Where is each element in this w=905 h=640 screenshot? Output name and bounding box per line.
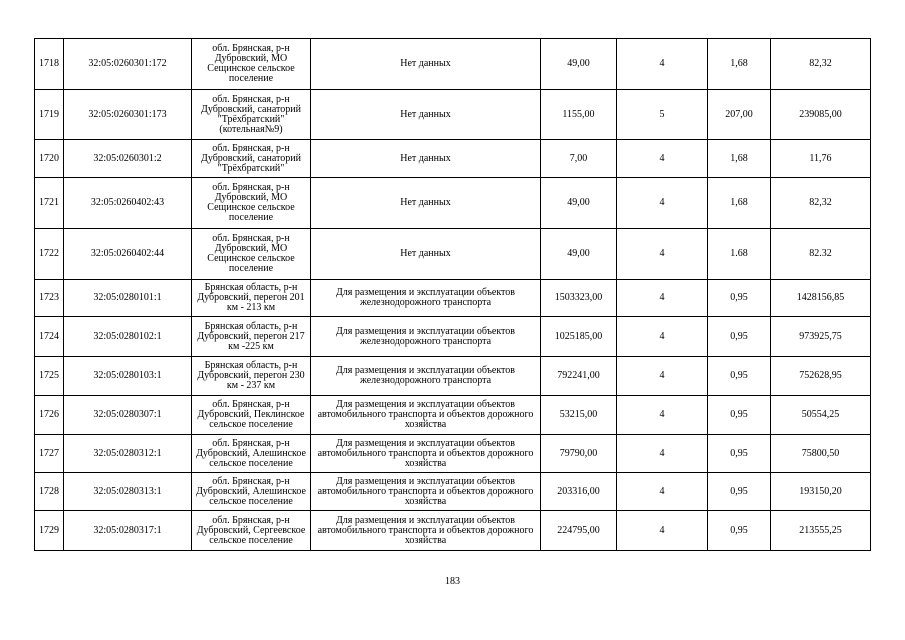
address-cell: обл. Брянская, р-н Дубровский, МО Сещинское сельское поселение <box>192 229 311 280</box>
area-cell: 792241,00 <box>541 357 617 396</box>
rate-cell: 1,68 <box>708 178 771 229</box>
permitted-use-cell: Для размещения и эксплуатации объектов автомобильного транспорта и объектов дорожного хозяйства <box>311 435 541 473</box>
group-cell: 4 <box>617 229 708 280</box>
cadastral-number-cell: 32:05:0260301:2 <box>64 140 192 178</box>
table-row <box>35 280 871 317</box>
row-number-cell: 1723 <box>35 280 64 317</box>
address-cell: Брянская область, р-н Дубровский, перегон 201 км - 213 км <box>192 280 311 317</box>
table-row <box>35 178 871 229</box>
cadastral-number-cell: 32:05:0280103:1 <box>64 357 192 396</box>
row-number-cell: 1725 <box>35 357 64 396</box>
permitted-use-cell: Для размещения и эксплуатации объектов железнодорожного транспорта <box>311 280 541 317</box>
address-cell: обл. Брянская, р-н Дубровский, Алешинское сельское поселение <box>192 435 311 473</box>
group-cell: 4 <box>617 39 708 90</box>
group-cell: 4 <box>617 317 708 357</box>
permitted-use-cell: Для размещения и эксплуатации объектов железнодорожного транспорта <box>311 317 541 357</box>
area-cell: 1155,00 <box>541 90 617 140</box>
table-row <box>35 140 871 178</box>
table-body <box>35 39 871 551</box>
group-cell: 4 <box>617 140 708 178</box>
address-cell: обл. Брянская, р-н Дубровский, Сергеевское сельское поселение <box>192 511 311 551</box>
cadastral-value-cell: 973925,75 <box>771 317 871 357</box>
table-row <box>35 90 871 140</box>
row-number-cell: 1728 <box>35 473 64 511</box>
cadastral-value-cell: 50554,25 <box>771 396 871 435</box>
permitted-use-cell: Нет данных <box>311 39 541 90</box>
cadastral-number-cell: 32:05:0280312:1 <box>64 435 192 473</box>
cadastral-value-cell: 82,32 <box>771 178 871 229</box>
cadastral-value-cell: 82,32 <box>771 39 871 90</box>
area-cell: 49,00 <box>541 39 617 90</box>
permitted-use-cell: Нет данных <box>311 178 541 229</box>
cadastral-number-cell: 32:05:0260301:172 <box>64 39 192 90</box>
row-number-cell: 1720 <box>35 140 64 178</box>
rate-cell: 0,95 <box>708 511 771 551</box>
area-cell: 49,00 <box>541 229 617 280</box>
cadastral-value-cell: 82.32 <box>771 229 871 280</box>
permitted-use-cell: Для размещения и эксплуатации объектов автомобильного транспорта и объектов дорожного хозяйства <box>311 396 541 435</box>
permitted-use-cell: Для размещения и эксплуатации объектов автомобильного транспорта и объектов дорожного хозяйства <box>311 473 541 511</box>
cadastral-table <box>34 38 871 551</box>
row-number-cell: 1718 <box>35 39 64 90</box>
address-cell: обл. Брянская, р-н Дубровский, санаторий "Трёхбратский" (котельная№9) <box>192 90 311 140</box>
permitted-use-cell: Для размещения и эксплуатации объектов автомобильного транспорта и объектов дорожного хозяйства <box>311 511 541 551</box>
rate-cell: 0,95 <box>708 435 771 473</box>
table-row <box>35 357 871 396</box>
cadastral-number-cell: 32:05:0280313:1 <box>64 473 192 511</box>
rate-cell: 0,95 <box>708 473 771 511</box>
address-cell: Брянская область, р-н Дубровский, перегон 230 км - 237 км <box>192 357 311 396</box>
group-cell: 4 <box>617 473 708 511</box>
cadastral-number-cell: 32:05:0260402:43 <box>64 178 192 229</box>
table-row <box>35 511 871 551</box>
cadastral-value-cell: 1428156,85 <box>771 280 871 317</box>
cadastral-number-cell: 32:05:0280102:1 <box>64 317 192 357</box>
table-row <box>35 39 871 90</box>
area-cell: 1025185,00 <box>541 317 617 357</box>
cadastral-value-cell: 213555,25 <box>771 511 871 551</box>
row-number-cell: 1726 <box>35 396 64 435</box>
group-cell: 4 <box>617 280 708 317</box>
address-cell: Брянская область, р-н Дубровский, перегон 217 км -225 км <box>192 317 311 357</box>
table-row <box>35 396 871 435</box>
group-cell: 4 <box>617 435 708 473</box>
rate-cell: 1,68 <box>708 140 771 178</box>
group-cell: 4 <box>617 396 708 435</box>
area-cell: 1503323,00 <box>541 280 617 317</box>
permitted-use-cell: Нет данных <box>311 229 541 280</box>
cadastral-number-cell: 32:05:0260402:44 <box>64 229 192 280</box>
table-row <box>35 435 871 473</box>
address-cell: обл. Брянская, р-н Дубровский, МО Сещинское сельское поселение <box>192 39 311 90</box>
rate-cell: 0,95 <box>708 357 771 396</box>
row-number-cell: 1727 <box>35 435 64 473</box>
address-cell: обл. Брянская, р-н Дубровский, Алешинское сельское поселение <box>192 473 311 511</box>
cadastral-number-cell: 32:05:0280317:1 <box>64 511 192 551</box>
cadastral-number-cell: 32:05:0260301:173 <box>64 90 192 140</box>
group-cell: 4 <box>617 178 708 229</box>
group-cell: 4 <box>617 511 708 551</box>
address-cell: обл. Брянская, р-н Дубровский, санаторий "Трёхбратский" <box>192 140 311 178</box>
row-number-cell: 1719 <box>35 90 64 140</box>
area-cell: 53215,00 <box>541 396 617 435</box>
row-number-cell: 1722 <box>35 229 64 280</box>
rate-cell: 0,95 <box>708 396 771 435</box>
rate-cell: 0,95 <box>708 317 771 357</box>
rate-cell: 207,00 <box>708 90 771 140</box>
rate-cell: 1,68 <box>708 39 771 90</box>
row-number-cell: 1724 <box>35 317 64 357</box>
permitted-use-cell: Нет данных <box>311 90 541 140</box>
area-cell: 79790,00 <box>541 435 617 473</box>
cadastral-number-cell: 32:05:0280101:1 <box>64 280 192 317</box>
cadastral-value-cell: 11,76 <box>771 140 871 178</box>
group-cell: 5 <box>617 90 708 140</box>
address-cell: обл. Брянская, р-н Дубровский, Пеклинское сельское поселение <box>192 396 311 435</box>
table-row <box>35 473 871 511</box>
area-cell: 49,00 <box>541 178 617 229</box>
rate-cell: 1.68 <box>708 229 771 280</box>
area-cell: 224795,00 <box>541 511 617 551</box>
cadastral-value-cell: 752628,95 <box>771 357 871 396</box>
table-row <box>35 229 871 280</box>
cadastral-number-cell: 32:05:0280307:1 <box>64 396 192 435</box>
area-cell: 7,00 <box>541 140 617 178</box>
permitted-use-cell: Нет данных <box>311 140 541 178</box>
cadastral-value-cell: 75800,50 <box>771 435 871 473</box>
rate-cell: 0,95 <box>708 280 771 317</box>
group-cell: 4 <box>617 357 708 396</box>
address-cell: обл. Брянская, р-н Дубровский, МО Сещинское сельское поселение <box>192 178 311 229</box>
row-number-cell: 1729 <box>35 511 64 551</box>
area-cell: 203316,00 <box>541 473 617 511</box>
cadastral-value-cell: 193150,20 <box>771 473 871 511</box>
cadastral-value-cell: 239085,00 <box>771 90 871 140</box>
row-number-cell: 1721 <box>35 178 64 229</box>
permitted-use-cell: Для размещения и эксплуатации объектов железнодорожного транспорта <box>311 357 541 396</box>
table-row <box>35 317 871 357</box>
page-number: 183 <box>445 576 460 587</box>
